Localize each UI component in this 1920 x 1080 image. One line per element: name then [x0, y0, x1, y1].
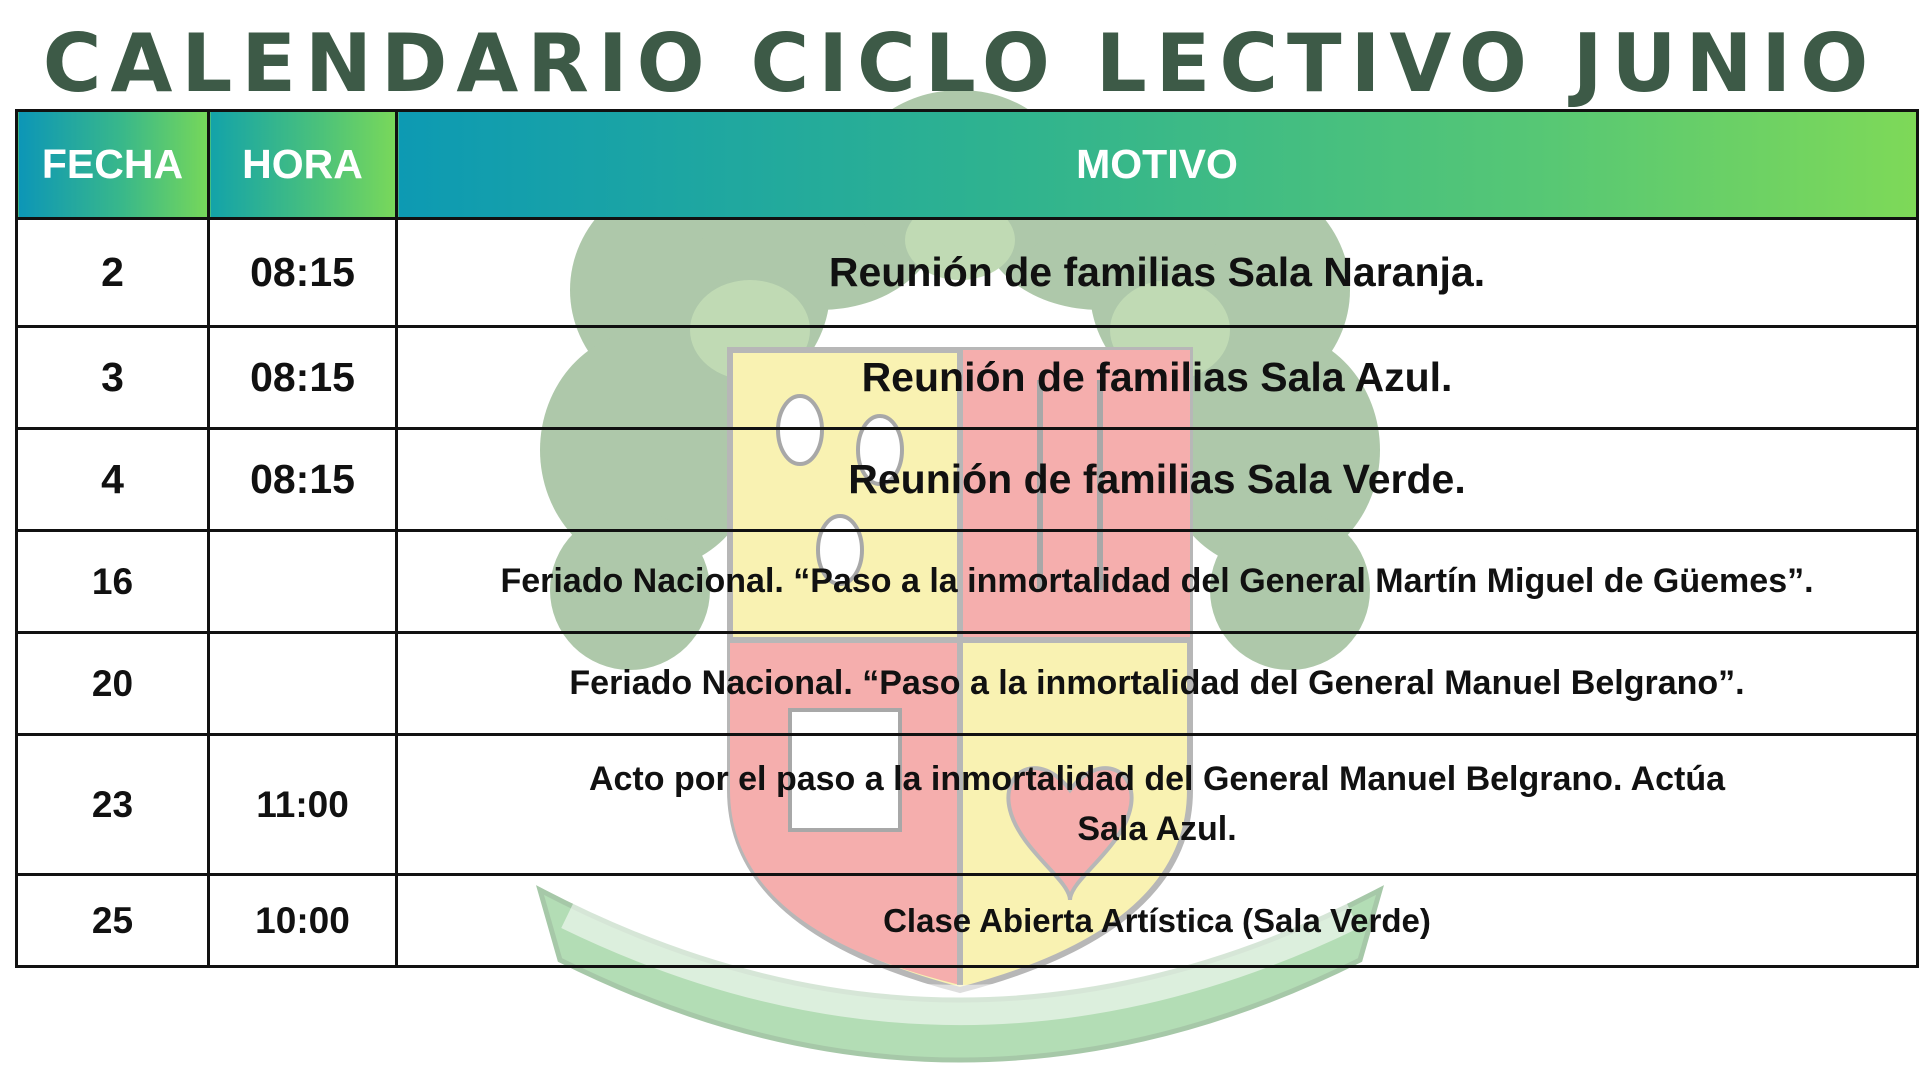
cell-motivo: Reunión de familias Sala Verde.: [397, 429, 1918, 531]
cell-motivo: Clase Abierta Artística (Sala Verde): [397, 875, 1918, 967]
cell-hora: 08:15: [209, 219, 397, 327]
cell-motivo: Feriado Nacional. “Paso a la inmortalidad del General Martín Miguel de Güemes”.: [397, 531, 1918, 633]
table-row: [17, 327, 1918, 429]
cell-hora: 08:15: [209, 429, 397, 531]
cell-fecha: 25: [17, 875, 209, 967]
cell-hora: [209, 633, 397, 735]
table-header-row: [17, 111, 1918, 219]
cell-fecha: 2: [17, 219, 209, 327]
page-title: CALENDARIO CICLO LECTIVO JUNIO: [42, 17, 1878, 110]
cell-fecha: 4: [17, 429, 209, 531]
cell-motivo-line1: Acto por el paso a la inmortalidad del General Manuel Belgrano. Actúa: [588, 760, 1726, 799]
cell-fecha: 20: [17, 633, 209, 735]
cell-hora: 08:15: [209, 327, 397, 429]
table-row: [17, 875, 1918, 967]
cell-hora: 11:00: [209, 735, 397, 875]
cell-motivo: Reunión de familias Sala Azul.: [397, 327, 1918, 429]
cell-fecha: 3: [17, 327, 209, 429]
table-row: [17, 633, 1918, 735]
cell-motivo: Reunión de familias Sala Naranja.: [397, 219, 1918, 327]
cell-motivo: Feriado Nacional. “Paso a la inmortalidad del General Manuel Belgrano”.: [397, 633, 1918, 735]
cell-motivo-line2: Sala Azul.: [1077, 809, 1237, 848]
header-fecha: FECHA: [17, 111, 209, 219]
table-row: [17, 735, 1918, 875]
cell-motivo: [397, 735, 1918, 875]
cell-hora: [209, 531, 397, 633]
table-row: [17, 219, 1918, 327]
header-motivo: MOTIVO: [397, 111, 1918, 219]
calendar-table: [15, 109, 1919, 968]
cell-fecha: 16: [17, 531, 209, 633]
cell-fecha: 23: [17, 735, 209, 875]
header-hora: HORA: [209, 111, 397, 219]
cell-hora: 10:00: [209, 875, 397, 967]
table-row: [17, 531, 1918, 633]
table-row: [17, 429, 1918, 531]
